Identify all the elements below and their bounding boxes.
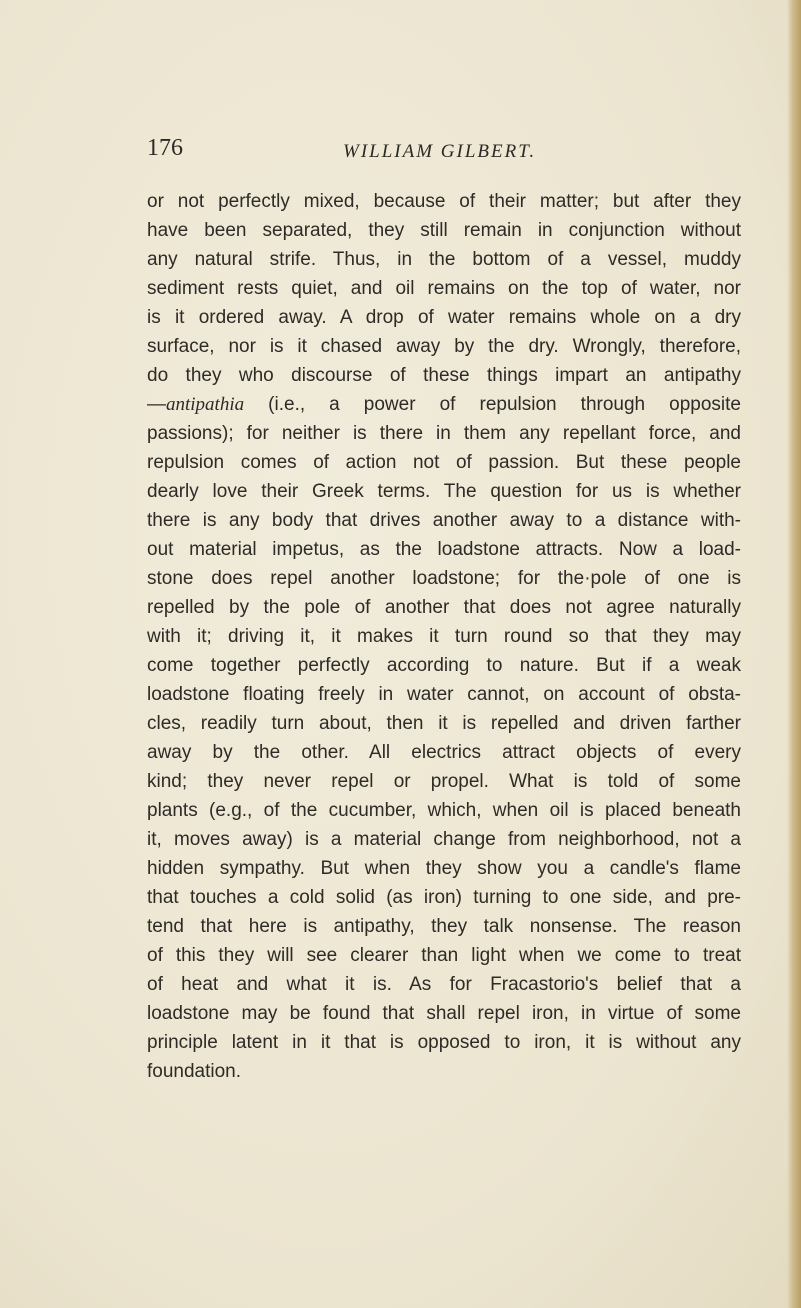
text-line: any natural strife. Thus, in the bottom of a vessel, muddy [147, 249, 741, 270]
text-line: passions); for neither is there in them any repellant force, and [147, 423, 741, 444]
text-line: principle latent in it that is opposed to iron, it is without any [147, 1032, 741, 1053]
text-line: plants (e.g., of the cucumber, which, when oil is placed beneath [147, 800, 741, 821]
text-line: come together perfectly according to nature. But if a weak [147, 655, 741, 676]
text-line: of heat and what it is. As for Fracastorio's belief that a [147, 974, 741, 995]
text-line: with it; driving it, it makes it turn round so that they may [147, 626, 741, 647]
text-line: have been separated, they still remain in conjunction without [147, 220, 741, 241]
text-run: (i.e., a power of repulsion through opposite [244, 394, 741, 415]
text-line [147, 390, 741, 419]
italic-term: antipathia [166, 394, 245, 415]
text-line: kind; they never repel or propel. What is told of some [147, 771, 741, 792]
text-line: do they who discourse of these things impart an antipathy [147, 365, 741, 386]
text-line: stone does repel another loadstone; for the·pole of one is [147, 568, 741, 589]
text-line: repulsion comes of action not of passion. But these people [147, 452, 741, 473]
text-line: dearly love their Greek terms. The question for us is whether [147, 481, 741, 502]
text-line: away by the other. All electrics attract objects of every [147, 742, 741, 763]
text-line: tend that here is antipathy, they talk nonsense. The reason [147, 916, 741, 937]
text-line: or not perfectly mixed, because of their matter; but after they [147, 191, 741, 212]
text-line: loadstone floating freely in water cannot, on account of obsta- [147, 684, 741, 705]
page-number: 176 [147, 135, 183, 161]
text-line: cles, readily turn about, then it is repelled and driven farther [147, 713, 741, 734]
running-head: WILLIAM GILBERT. [343, 141, 537, 162]
text-line: there is any body that drives another away to a distance with- [147, 510, 741, 531]
body-paragraph [147, 187, 741, 1086]
text-line: loadstone may be found that shall repel iron, in virtue of some [147, 1003, 741, 1024]
text-line: surface, nor is it chased away by the dry. Wrongly, therefore, [147, 336, 741, 357]
text-line: it, moves away) is a material change from neighborhood, not a [147, 829, 741, 850]
page-edge [787, 0, 801, 1308]
text-line: foundation. [147, 1061, 242, 1082]
text-line: that touches a cold solid (as iron) turning to one side, and pre- [147, 887, 741, 908]
text-line: of this they will see clearer than light when we come to treat [147, 945, 741, 966]
text-line: repelled by the pole of another that does not agree naturally [147, 597, 741, 618]
text-line: out material impetus, as the loadstone attracts. Now a load- [147, 539, 741, 560]
text-run: — [147, 394, 166, 415]
text-line: hidden sympathy. But when they show you a candle's flame [147, 858, 741, 879]
text-line: is it ordered away. A drop of water remains whole on a dry [147, 307, 741, 328]
text-line: sediment rests quiet, and oil remains on the top of water, nor [147, 278, 741, 299]
